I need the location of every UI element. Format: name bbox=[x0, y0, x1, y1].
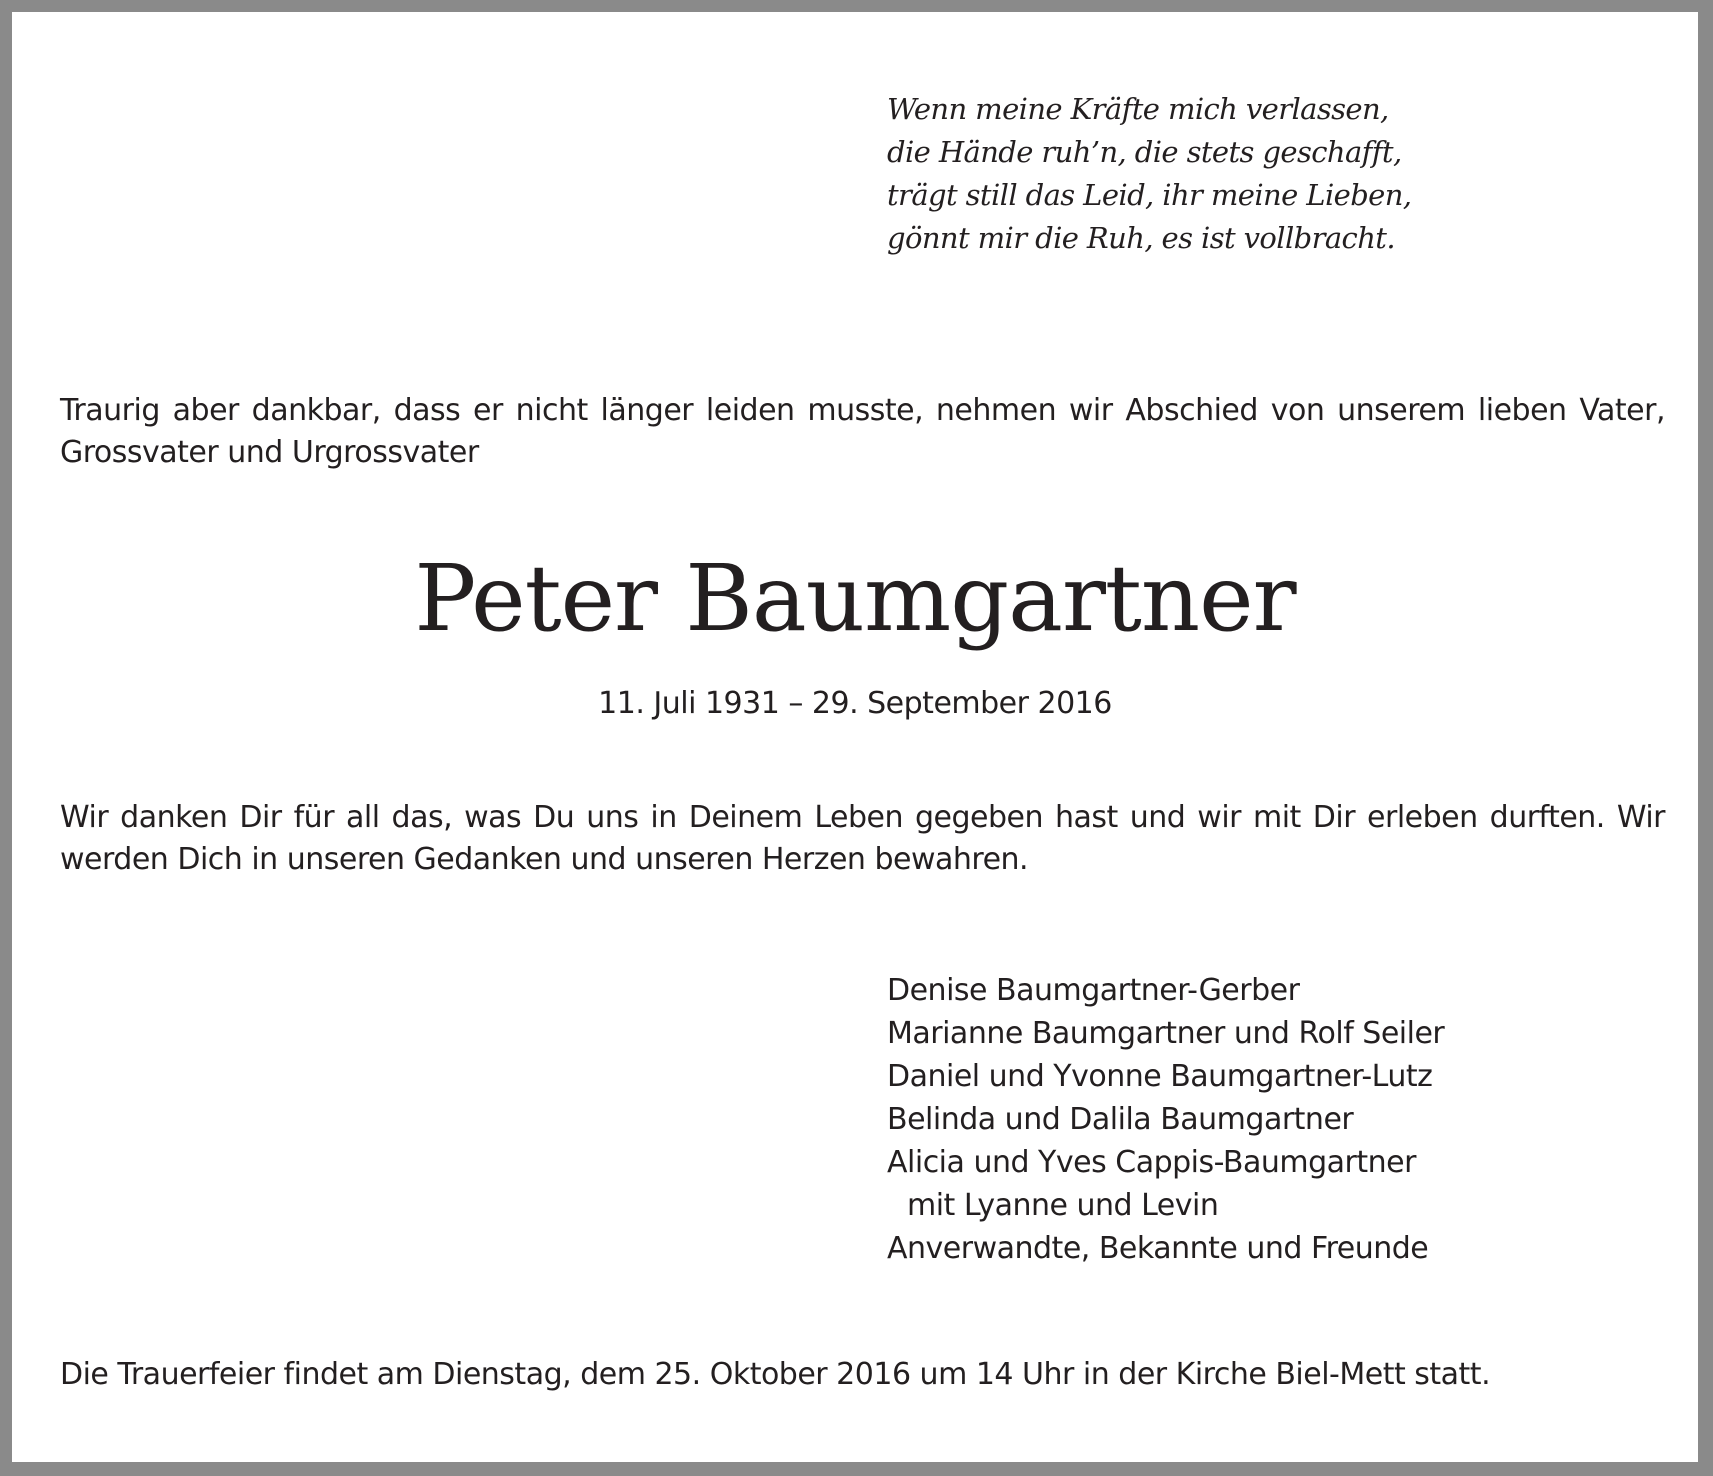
mourner-entry: Marianne Baumgartner und Rolf Seiler bbox=[887, 1016, 1445, 1051]
mourner-entry: Belinda und Dalila Baumgartner bbox=[887, 1102, 1354, 1137]
poem-line: gönnt mir die Ruh, es ist vollbracht. bbox=[887, 221, 1395, 255]
intro-text: Traurig aber dankbar, dass er nicht länger leiden musste, nehmen wir Abschied von unserem lieben Vater, Grossvater und Urgrossvater bbox=[60, 393, 1665, 470]
deceased-name: Peter Baumgartner bbox=[414, 545, 1296, 652]
mourner-entry: Anverwandte, Bekannte und Freunde bbox=[887, 1231, 1429, 1266]
mourner-entry: Daniel und Yvonne Baumgartner-Lutz bbox=[887, 1059, 1433, 1094]
mourner-entry: Alicia und Yves Cappis-Baumgartner bbox=[887, 1145, 1416, 1180]
thanks-text: Wir danken Dir für all das, was Du uns in Deinem Leben gegeben hast und wir mit Dir erleben durften. Wir werden Dich in unseren Gedanken und unseren Herzen bewahren. bbox=[60, 800, 1665, 877]
mourner-entry: Denise Baumgartner-Gerber bbox=[887, 973, 1300, 1008]
obituary-notice bbox=[12, 12, 1698, 1462]
mourners-list bbox=[887, 969, 1444, 1270]
funeral-info: Die Trauerfeier findet am Dienstag, dem 25. Oktober 2016 um 14 Uhr in der Kirche Biel-Mett statt. bbox=[60, 1357, 1491, 1392]
poem bbox=[887, 88, 1411, 260]
poem-line: trägt still das Leid, ihr meine Lieben, bbox=[887, 178, 1412, 212]
poem-line: die Hände ruh’n, die stets geschafft, bbox=[887, 135, 1402, 169]
poem-line: Wenn meine Kräfte mich verlassen, bbox=[887, 92, 1389, 126]
life-dates: 11. Juli 1931 – 29. September 2016 bbox=[598, 686, 1112, 721]
mourner-entry: mit Lyanne und Levin bbox=[907, 1188, 1219, 1223]
